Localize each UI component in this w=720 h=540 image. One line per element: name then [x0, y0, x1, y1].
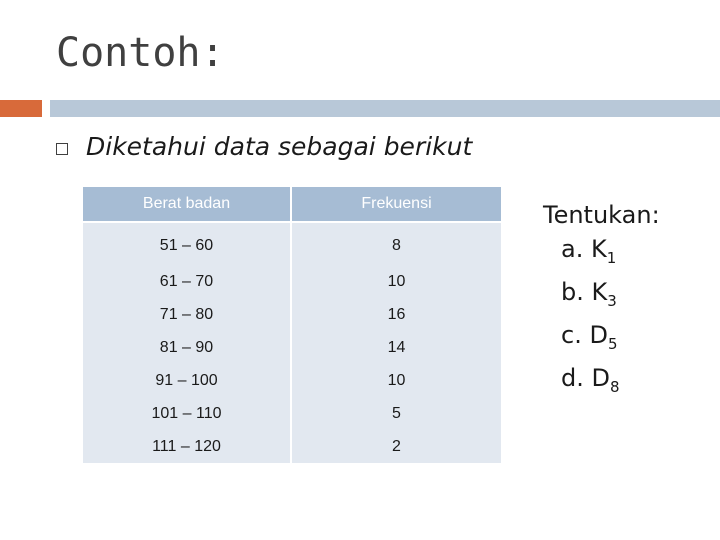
cell-range: 81 – 90: [83, 331, 291, 364]
cell-frequency: 14: [291, 331, 501, 364]
cell-range: 51 – 60: [83, 222, 291, 265]
cell-range: 111 – 120: [83, 430, 291, 463]
task-item-subscript: 1: [606, 249, 617, 267]
task-list: [543, 198, 660, 404]
cell-range: 91 – 100: [83, 364, 291, 397]
table-row: [83, 265, 501, 298]
cell-frequency: 5: [291, 397, 501, 430]
task-item-label: b. K: [561, 278, 608, 306]
header-berat-badan: Berat badan: [83, 187, 291, 222]
table-row: [83, 430, 501, 463]
cell-range: 61 – 70: [83, 265, 291, 298]
table-row: [83, 298, 501, 331]
task-item-subscript: 8: [609, 378, 620, 396]
task-item-subscript: 5: [607, 335, 618, 353]
task-item: [543, 318, 660, 361]
square-bullet-icon: [56, 143, 68, 155]
cell-frequency: 16: [291, 298, 501, 331]
task-heading: Tentukan:: [543, 201, 660, 229]
cell-frequency: 10: [291, 364, 501, 397]
header-frekuensi: Frekuensi: [291, 187, 501, 222]
frequency-table: [83, 187, 501, 463]
accent-bar-blue: [50, 100, 720, 117]
slide-subtitle: Diketahui data sebagai berikut: [86, 132, 473, 161]
table-row: [83, 364, 501, 397]
task-item-label: d. D: [561, 364, 610, 392]
task-item-subscript: 3: [607, 292, 617, 310]
cell-range: 71 – 80: [83, 298, 291, 331]
task-item: [543, 232, 660, 275]
task-item-label: a. K: [561, 235, 607, 263]
cell-frequency: 10: [291, 265, 501, 298]
table-row: [83, 331, 501, 364]
task-item: [543, 275, 660, 318]
table-header-row: [83, 187, 501, 222]
table-row: [83, 222, 501, 265]
task-item: [543, 361, 660, 404]
cell-frequency: 2: [291, 430, 501, 463]
cell-frequency: 8: [291, 222, 501, 265]
table-row: [83, 397, 501, 430]
accent-bar-orange: [0, 100, 42, 117]
cell-range: 101 – 110: [83, 397, 291, 430]
slide-title: Contoh:: [56, 30, 225, 76]
task-item-label: c. D: [561, 321, 608, 349]
